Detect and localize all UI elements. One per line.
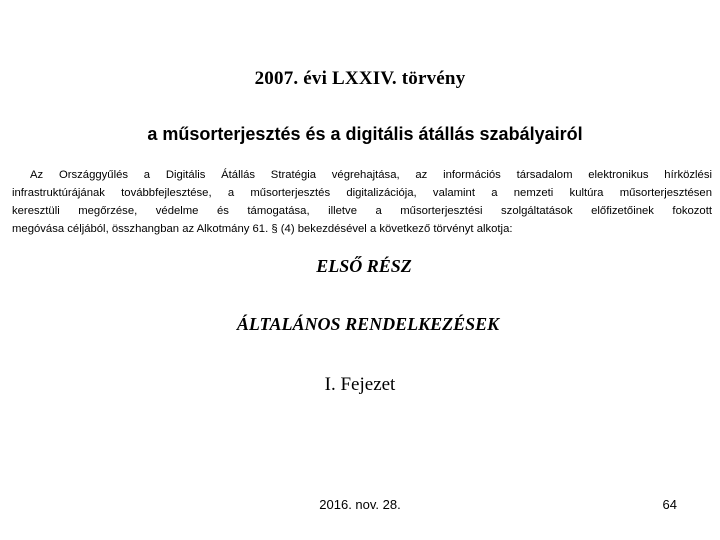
law-subtitle: a műsorterjesztés és a digitális átállás szabályairól: [147, 124, 583, 144]
preamble-line: megóvása céljából, összhangban az Alkotmány 61. § (4) bekezdésével a következő törvényt alkotja:: [12, 223, 513, 235]
footer-date: 2016. nov. 28.: [319, 497, 401, 512]
preamble-paragraph: [12, 166, 712, 238]
page-number: 64: [662, 497, 677, 512]
law-title: 2007. évi LXXIV. törvény: [254, 68, 466, 89]
preamble-line: infrastruktúrájának továbbfejlesztése, a műsorterjesztés digitalizációja, valamint a nemzeti kultúra műsorterjesztésen: [12, 187, 712, 199]
preamble-line: keresztüli megőrzése, védelme és támogatása, illetve a műsorterjesztési szolgáltatások előfizetőinek fokozott: [12, 205, 712, 217]
general-provisions-title: ÁLTALÁNOS RENDELKEZÉSEK: [236, 314, 500, 334]
chapter-title: I. Fejezet: [324, 374, 396, 395]
part-title: ELSŐ RÉSZ: [316, 256, 412, 276]
preamble-line: Az Országgyűlés a Digitális Átállás Stratégia végrehajtása, az információs társadalom elektronikus hírközlési: [30, 169, 712, 181]
